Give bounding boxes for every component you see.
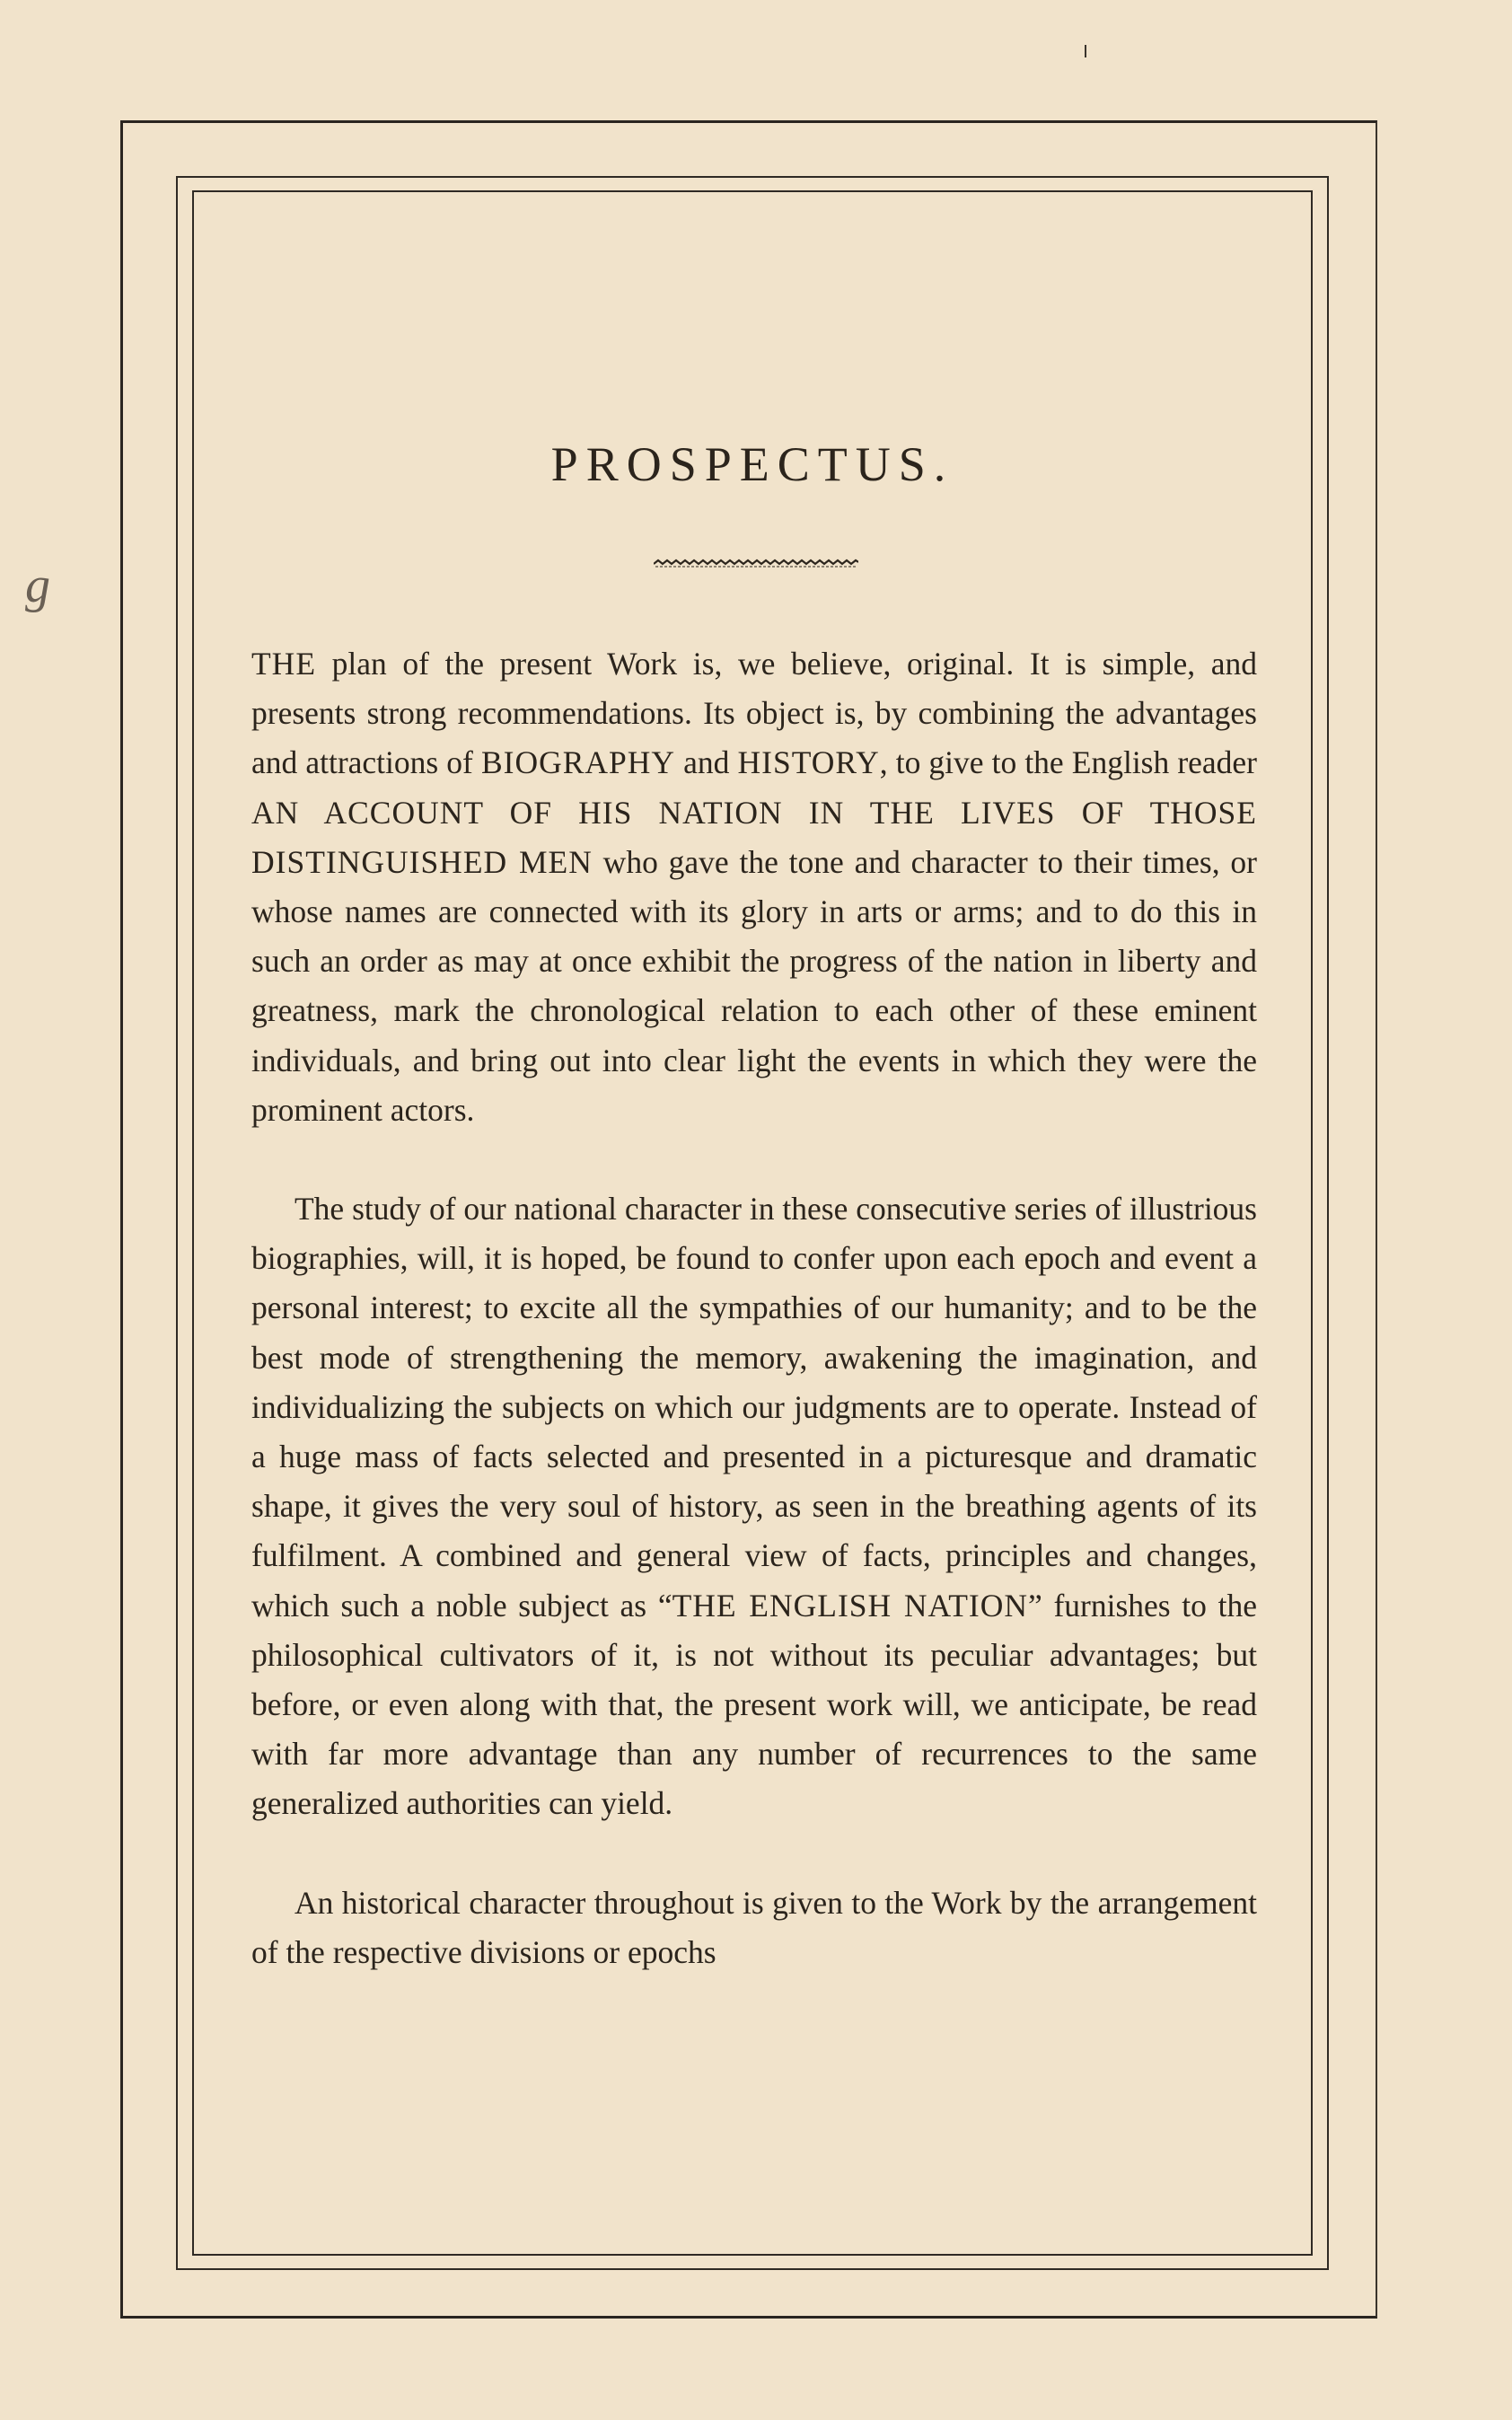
body-text: [251, 639, 1257, 1977]
margin-handwritten-mark: g: [25, 558, 50, 613]
paragraph-2: [251, 1184, 1257, 1829]
paragraph-1: [251, 639, 1257, 1135]
p1-text-2: and: [675, 744, 738, 781]
p1-lead-word: THE: [251, 646, 317, 682]
p1-biography: BIOGRAPHY: [480, 744, 676, 781]
p3-text-1: An historical character throughout is given to the Work by the arrangement of the respective divisions or epochs: [251, 1884, 1257, 1970]
p1-account-phrase: AN ACCOUNT OF HIS NATION IN THE LIVES OF THOSE DISTINGUISHED MEN: [251, 794, 1257, 880]
p2-text-2: ” furnishes to the philosophical cultivators of it, is not without its peculiar advantages; but before, or even along with that, the present work will, we anticipate, be read with far more advantage than any number of recurrences to the same generalized authorities can yield.: [251, 1587, 1257, 1822]
p1-text-3: , to give to the English reader: [879, 744, 1257, 781]
title-ornament: [654, 557, 858, 569]
p2-english-nation: THE ENGLISH NATION: [672, 1587, 1028, 1624]
p1-history: HISTORY: [737, 744, 880, 781]
margin-tick: [1085, 45, 1086, 57]
paragraph-3: [251, 1879, 1257, 1977]
p1-text-1: plan of the present Work is, we believe, original. It is simple, and presents strong recommendations. Its object is, by combining the advantages and attractions of: [251, 646, 1257, 781]
page-title: PROSPECTUS.: [550, 437, 954, 491]
p1-text-4: who gave the tone and character to their times, or whose names are connected with its glory in arts or arms; and to do this in such an order as may at once exhibit the progress of the nation in liberty and greatness, mark the chronological relation to each other of these eminent individuals, and bring out into clear light the events in which they were the prominent actors.: [251, 843, 1258, 1128]
p2-text-1: The study of our national character in these consecutive series of illustrious biographies, will, it is hoped, be found to confer upon each epoch and event a personal interest; to excite all the sympathies of our humanity; and to be the best mode of strengthening the memory, awakening the imagination, and individualizing the subjects on which our judgments are to operate. Instead of a huge mass of facts selected and presented in a picturesque and dramatic shape, it gives the very soul of history, as seen in the breathing agents of its fulfilment. A combined and general view of facts, principles and changes, which such a noble subject as “: [251, 1191, 1257, 1624]
